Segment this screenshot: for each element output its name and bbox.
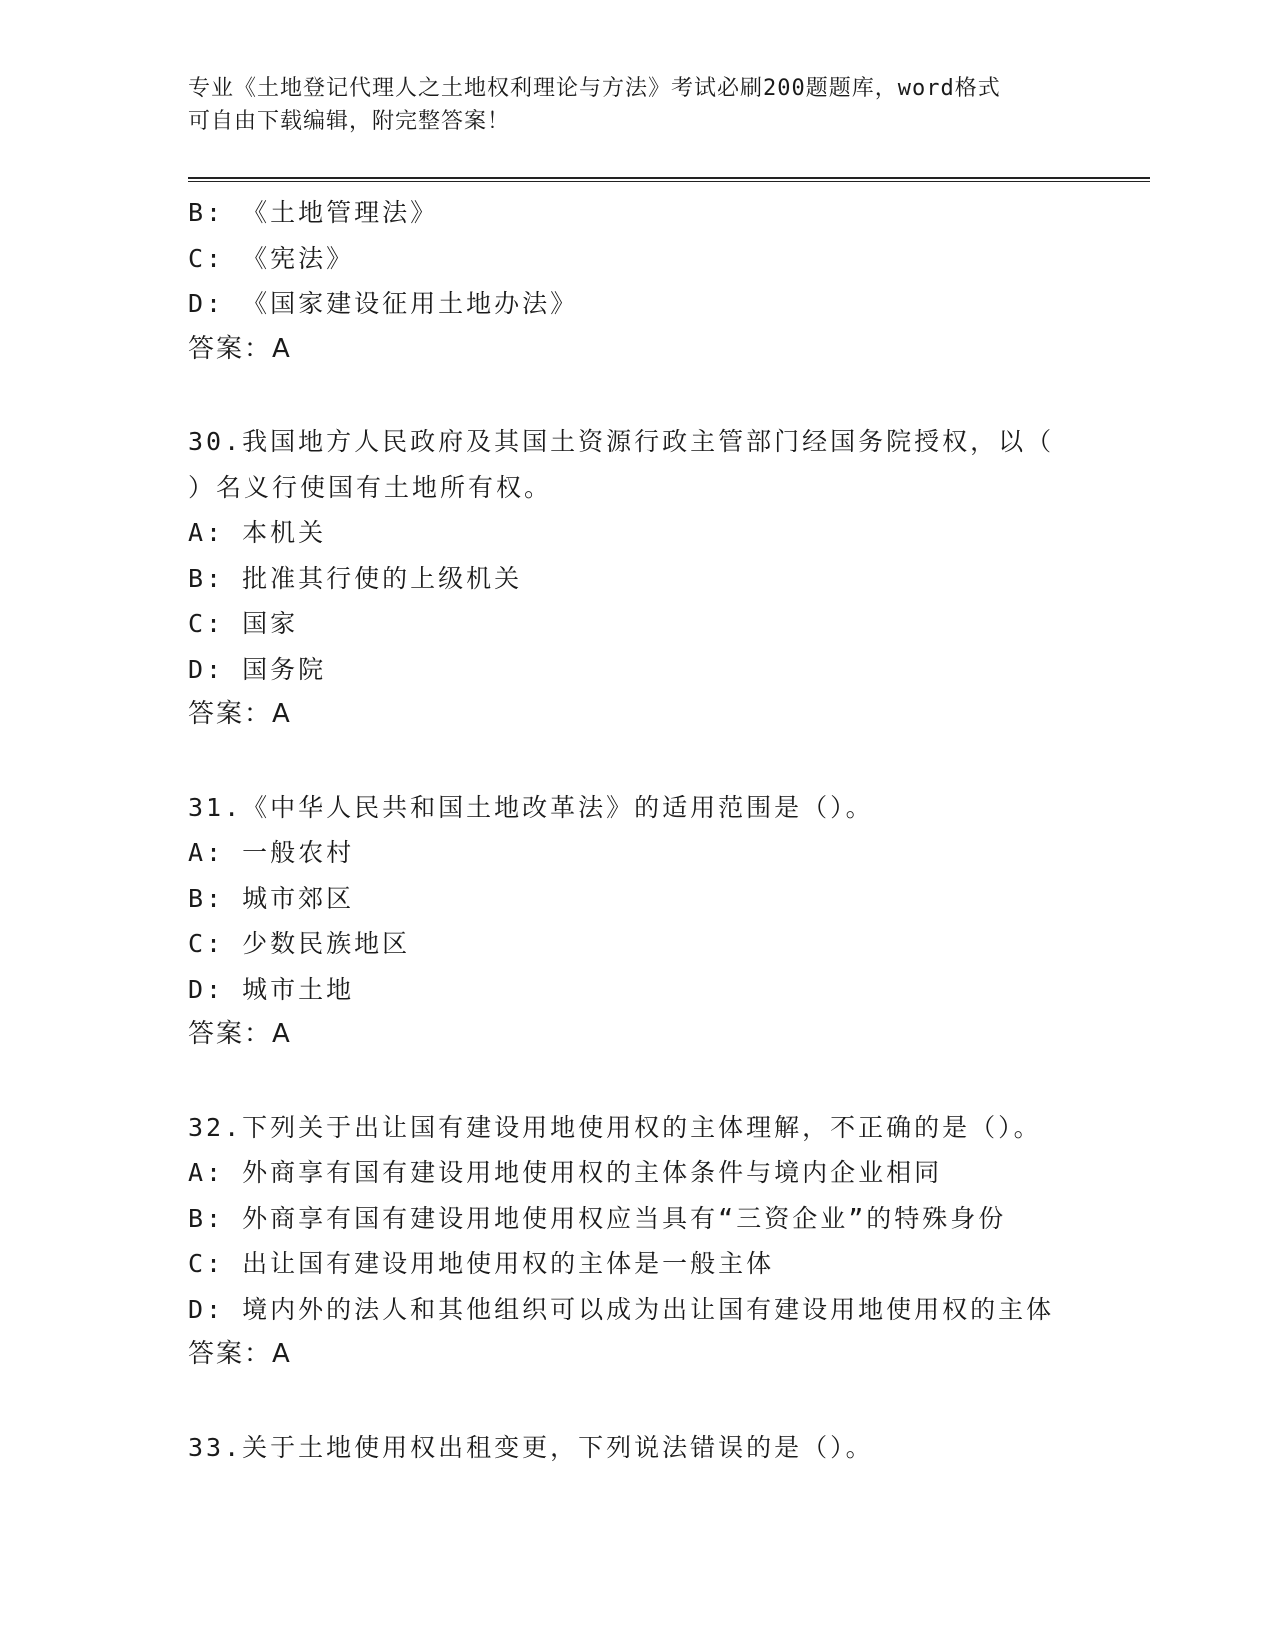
option-c: C: 少数民族地区 bbox=[188, 929, 411, 958]
document-header bbox=[188, 72, 1068, 138]
question-block-31 bbox=[188, 785, 1150, 1058]
option-b: B: 批准其行使的上级机关 bbox=[188, 563, 523, 593]
question-block-29 bbox=[188, 190, 1150, 372]
option-b: B: 城市郊区 bbox=[188, 883, 355, 913]
question-stem: 30.我国地方人民政府及其国土资源行政主管部门经国务院授权，以（ bbox=[188, 427, 1055, 456]
header-divider bbox=[188, 177, 1150, 182]
answer-line: 答案：A bbox=[188, 699, 292, 729]
option-c: C: 《宪法》 bbox=[188, 243, 355, 273]
question-list bbox=[188, 190, 1150, 1470]
option-a: A: 本机关 bbox=[188, 518, 327, 547]
option-a: A: 一般农村 bbox=[188, 838, 355, 867]
option-a: A: 外商享有国有建设用地使用权的主体条件与境内企业相同 bbox=[188, 1158, 943, 1187]
question-stem-continued: ）名义行使国有土地所有权。 bbox=[188, 472, 553, 502]
answer-line: 答案：A bbox=[188, 1019, 292, 1049]
question-stem: 33.关于土地使用权出租变更，下列说法错误的是（）。 bbox=[188, 1432, 874, 1462]
option-d: D: 《国家建设征用土地办法》 bbox=[188, 289, 579, 318]
question-block-33 bbox=[188, 1425, 1150, 1471]
option-d: D: 境内外的法人和其他组织可以成为出让国有建设用地使用权的主体 bbox=[188, 1294, 1055, 1324]
spacer bbox=[188, 1378, 1150, 1425]
spacer bbox=[188, 372, 1150, 419]
question-stem: 31.《中华人民共和国土地改革法》的适用范围是（）。 bbox=[188, 792, 874, 822]
header-title-line-2: 可自由下载编辑，附完整答案！ bbox=[188, 109, 511, 134]
option-b: B: 《土地管理法》 bbox=[188, 198, 439, 227]
option-c: C: 国家 bbox=[188, 609, 299, 638]
question-block-30 bbox=[188, 419, 1150, 738]
spacer bbox=[188, 1058, 1150, 1105]
option-d: D: 城市土地 bbox=[188, 974, 355, 1004]
question-block-32 bbox=[188, 1105, 1150, 1378]
answer-line: 答案：A bbox=[188, 333, 292, 364]
option-c: C: 出让国有建设用地使用权的主体是一般主体 bbox=[188, 1249, 775, 1278]
question-stem: 32.下列关于出让国有建设用地使用权的主体理解，不正确的是（）。 bbox=[188, 1112, 1042, 1142]
answer-line: 答案：A bbox=[188, 1339, 292, 1369]
option-d: D: 国务院 bbox=[188, 654, 327, 684]
header-title-line-1: 专业《土地登记代理人之土地权利理论与方法》考试必刷200题题库，word格式 bbox=[188, 76, 1001, 101]
option-b: B: 外商享有国有建设用地使用权应当具有“三资企业”的特殊身份 bbox=[188, 1203, 1007, 1233]
spacer bbox=[188, 738, 1150, 785]
